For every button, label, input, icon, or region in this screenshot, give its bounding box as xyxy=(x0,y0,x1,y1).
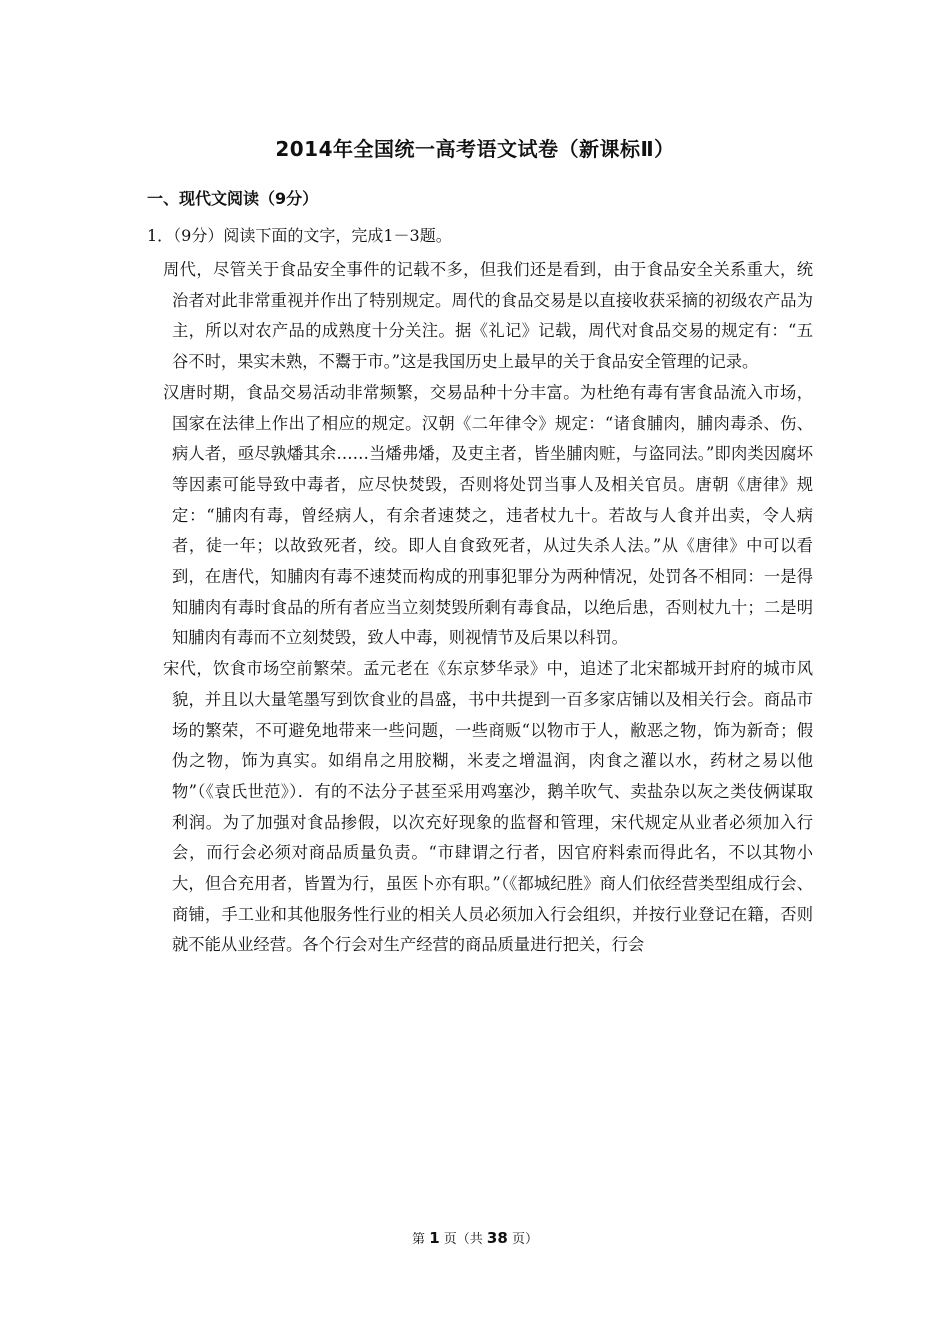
passage-paragraph-1: 周代，尽管关于食品安全事件的记载不多，但我们还是看到，由于食品安全关系重大，统治者对此非常重视并作出了特别规定。周代的食品交易是以直接收获采摘的初级农产品为主，所以对农产品的成熟度十分关注。据《礼记》记载，周代对食品交易的规定有：“五谷不时，果实未熟，不鬻于市。”这是我国历史上最早的关于食品安全管理的记录。 xyxy=(163,260,813,372)
footer-suffix: 页） xyxy=(511,1232,538,1247)
footer-middle: 页（共 xyxy=(443,1232,483,1247)
section-heading: 一、现代文阅读（9分） xyxy=(147,189,319,208)
document-title: 2014年全国统一高考语文试卷（新课标Ⅱ） xyxy=(275,137,675,161)
question-prompt: 1．（9分）阅读下面的文字，完成1－3题。 xyxy=(147,226,452,245)
passage-paragraph-2: 汉唐时期，食品交易活动非常频繁，交易品种十分丰富。为杜绝有毒有害食品流入市场，国家在法律上作出了相应的规定。汉朝《二年律令》规定：“诸食脯肉，脯肉毒杀、伤、病人者，亟尽孰燔其余……当燔弗燔，及吏主者，皆坐脯肉赃，与盗同法。”即肉类因腐坏等因素可能导致中毒者，应尽快焚毁，否则将处罚当事人及相关官员。唐朝《唐律》规定：“脯肉有毒，曾经病人，有余者速焚之，违者杖九十。若故与人食并出卖，令人病者，徒一年；以故致死者，绞。即人自食致死者，从过失杀人法。”从《唐律》中可以看到，在唐代，知脯肉有毒不速焚而构成的刑事犯罪分为两种情况，处罚各不相同：一是得知脯肉有毒时食品的所有者应当立刻焚毁所剩有毒食品，以绝后患，否则杖九十；二是明知脯肉有毒而不立刻焚毁，致人中毒，则视情节及后果以科罚。 xyxy=(163,382,813,648)
page-number: 1 xyxy=(429,1229,440,1247)
reading-passage xyxy=(163,255,813,961)
footer-prefix: 第 xyxy=(412,1232,426,1247)
page-footer xyxy=(0,1228,950,1247)
total-pages: 38 xyxy=(486,1229,508,1247)
passage-paragraph-3: 宋代，饮食市场空前繁荣。孟元老在《东京梦华录》中，追述了北宋都城开封府的城市风貌，并且以大量笔墨写到饮食业的昌盛，书中共提到一百多家店铺以及相关行会。商品市场的繁荣，不可避免地带来一些问题，一些商贩“以物市于人，敝恶之物，饰为新奇；假伪之物，饰为真实。如绢帛之用胶糊，米麦之增温润，肉食之灌以水，药材之易以他物”（《袁氏世范》）．有的不法分子甚至采用鸡塞沙，鹅羊吹气、卖盐杂以灰之类伎俩谋取利润。为了加强对食品掺假，以次充好现象的监督和管理，宋代规定从业者必须加入行会，而行会必须对商品质量负责。“市肆谓之行者，因官府料索而得此名，不以其物小大，但合充用者，皆置为行，虽医卜亦有职。”（《都城纪胜》商人们依经营类型组成行会、商铺，手工业和其他服务性行业的相关人员必须加入行会组织，并按行业登记在籍，否则就不能从业经营。各个行会对生产经营的商品质量进行把关，行会 xyxy=(163,659,813,955)
